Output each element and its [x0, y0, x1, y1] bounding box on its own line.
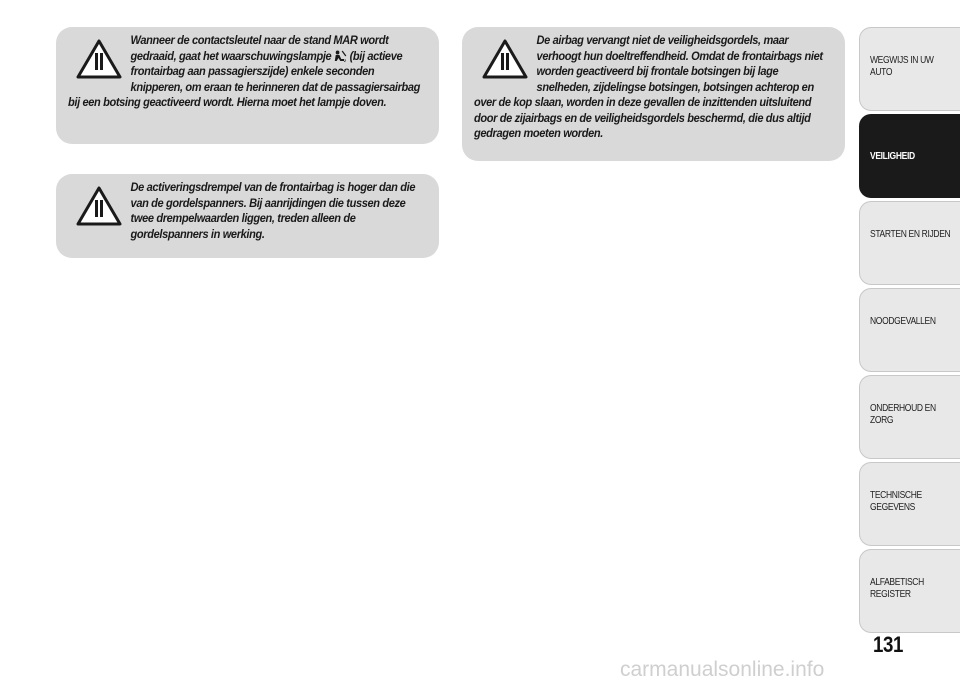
- page-number: 131: [873, 632, 903, 657]
- warning-box-activation-threshold: [56, 174, 439, 258]
- nav-tab-label: STARTEN EN RIJDEN: [870, 229, 951, 240]
- passenger-airbag-off-icon: [334, 50, 347, 62]
- nav-tab-veiligheid[interactable]: [859, 114, 960, 198]
- nav-tab-label: NOODGEVALLEN: [870, 316, 936, 327]
- nav-tab-alfabetisch[interactable]: [859, 549, 960, 633]
- nav-tab-label: WEGWIJS IN UW AUTO: [870, 55, 934, 78]
- warning-text: De airbag vervangt niet de veiligheidsgordels, maar verhoogt hun doeltreffendheid. Omdat de frontairbags niet worden geactiveerd bij frontale botsingen bij lage snelheden, zijdelingse botsingen, botsingen achterop en over de kop slaan, worden in deze gevallen de inzittenden uitsluitend door de zijairbags en de veiligheidsgordels beschermd, die dus altijd gedragen moeten worden.: [474, 33, 823, 140]
- nav-tab-label: ONDERHOUD EN ZORG: [870, 403, 936, 426]
- nav-tab-label: ALFABETISCH REGISTER: [870, 577, 924, 600]
- nav-tab-wegwijs[interactable]: [859, 27, 960, 111]
- warning-text: Wanneer de contactsleutel naar de stand MAR wordt gedraaid, gaat het waarschuwingslampje 2 (bij actieve frontairbag aan passagierszijde) enkele seconden knipperen, om eraan te herinneren dat de passagiersairbag bij een botsing geactiveerd wordt. Hierna moet het lampje doven.: [68, 33, 421, 109]
- watermark: carmanualsonline.info: [620, 658, 825, 681]
- nav-tab-technische[interactable]: [859, 462, 960, 546]
- nav-tab-onderhoud[interactable]: [859, 375, 960, 459]
- nav-tab-noodgevallen[interactable]: [859, 288, 960, 372]
- nav-tab-label: VEILIGHEID: [870, 151, 915, 162]
- warning-box-contact-key: [56, 27, 439, 144]
- warning-text: De activeringsdrempel van de frontairbag is hoger dan die van de gordelspanners. Bij aanrijdingen die tussen deze twee drempelwaarden liggen, treden alleen de gordelspanners in werking.: [130, 180, 416, 241]
- nav-tab-label: TECHNISCHE GEGEVENS: [870, 490, 922, 513]
- warning-box-seatbelts: [462, 27, 845, 161]
- nav-tab-starten[interactable]: [859, 201, 960, 285]
- svg-text:2: 2: [344, 58, 346, 62]
